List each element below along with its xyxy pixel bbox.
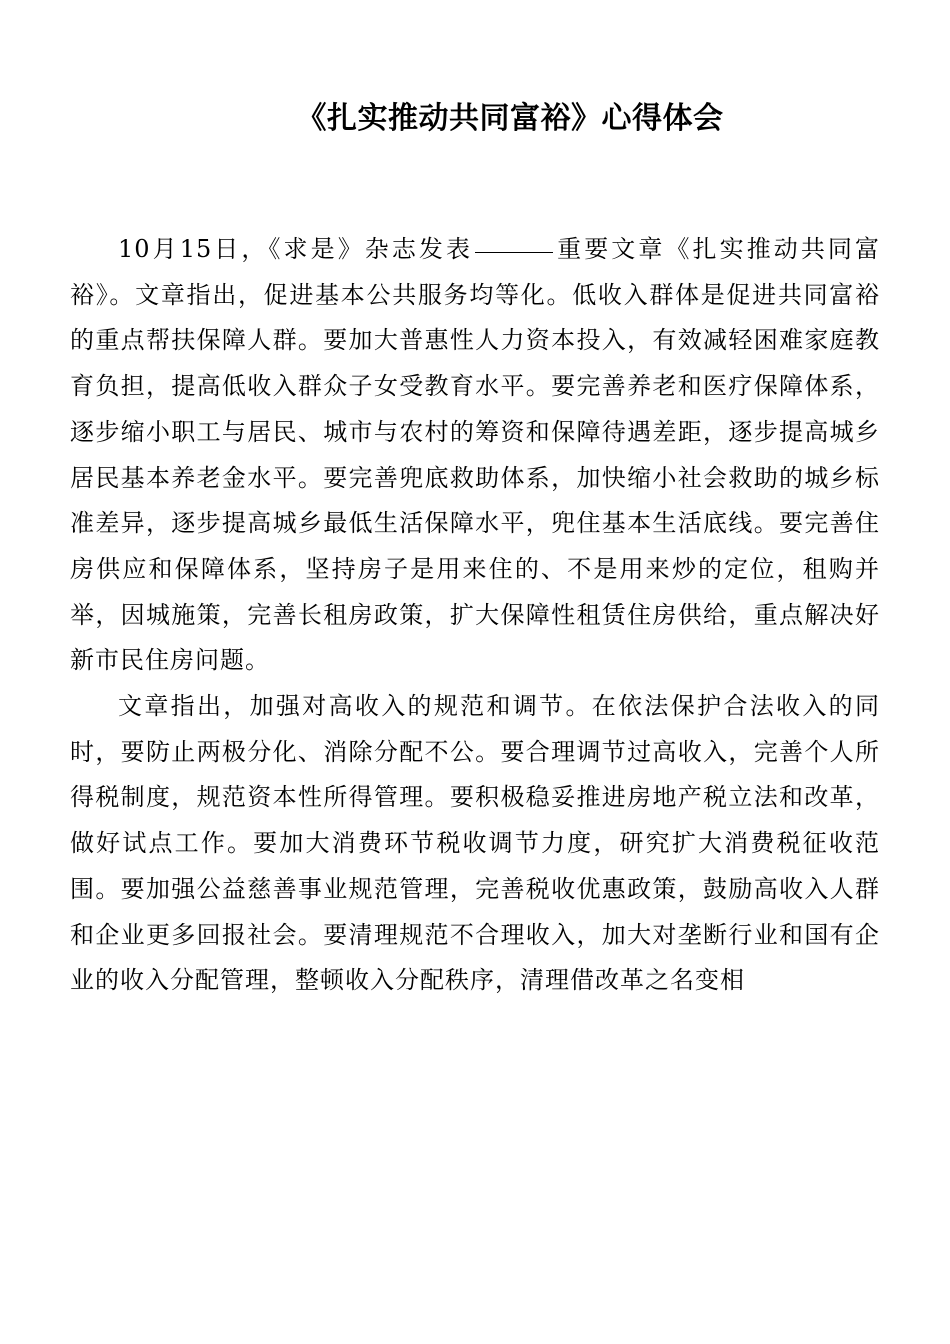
fill-in-blank: [475, 252, 553, 253]
paragraph-1: [70, 227, 880, 684]
document-body: [70, 227, 880, 1004]
paragraph-1-lead-text: 10月15日，《求是》杂志发表: [118, 235, 474, 263]
paragraph-2: 文章指出，加强对高收入的规范和调节。在依法保护合法收入的同时，要防止两极分化、消除分配不公。要合理调节过高收入，完善个人所得税制度，规范资本性所得管理。要积极稳妥推进房地产税立法和改革，做好试点工作。要加大消费环节税收调节力度，研究扩大消费税征收范围。要加强公益慈善事业规范管理，完善税收优惠政策，鼓励高收入人群和企业更多回报社会。要清理规范不合理收入，加大对垄断行业和国有企业的收入分配管理，整顿收入分配秩序，清理借改革之名变相: [70, 692, 880, 995]
paragraph-1-rest-text: 重要文章《扎实推动共同富裕》。文章指出，促进基本公共服务均等化。低收入群体是促进共同富裕的重点帮扶保障人群。要加大普惠性人力资本投入，有效减轻困难家庭教育负担，提高低收入群众子女受教育水平。要完善养老和医疗保障体系，逐步缩小职工与居民、城市与农村的筹资和保障待遇差距，逐步提高城乡居民基本养老金水平。要完善兜底救助体系，加快缩小社会救助的城乡标准差异，逐步提高城乡最低生活保障水平，兜住基本生活底线。要完善住房供应和保障体系，坚持房子是用来住的、不是用来炒的定位，租购并举，因城施策，完善长租房政策，扩大保障性租赁住房供给，重点解决好新市民住房问题。: [70, 235, 880, 675]
document-title: 《扎实推动共同富裕》心得体会: [296, 101, 724, 136]
